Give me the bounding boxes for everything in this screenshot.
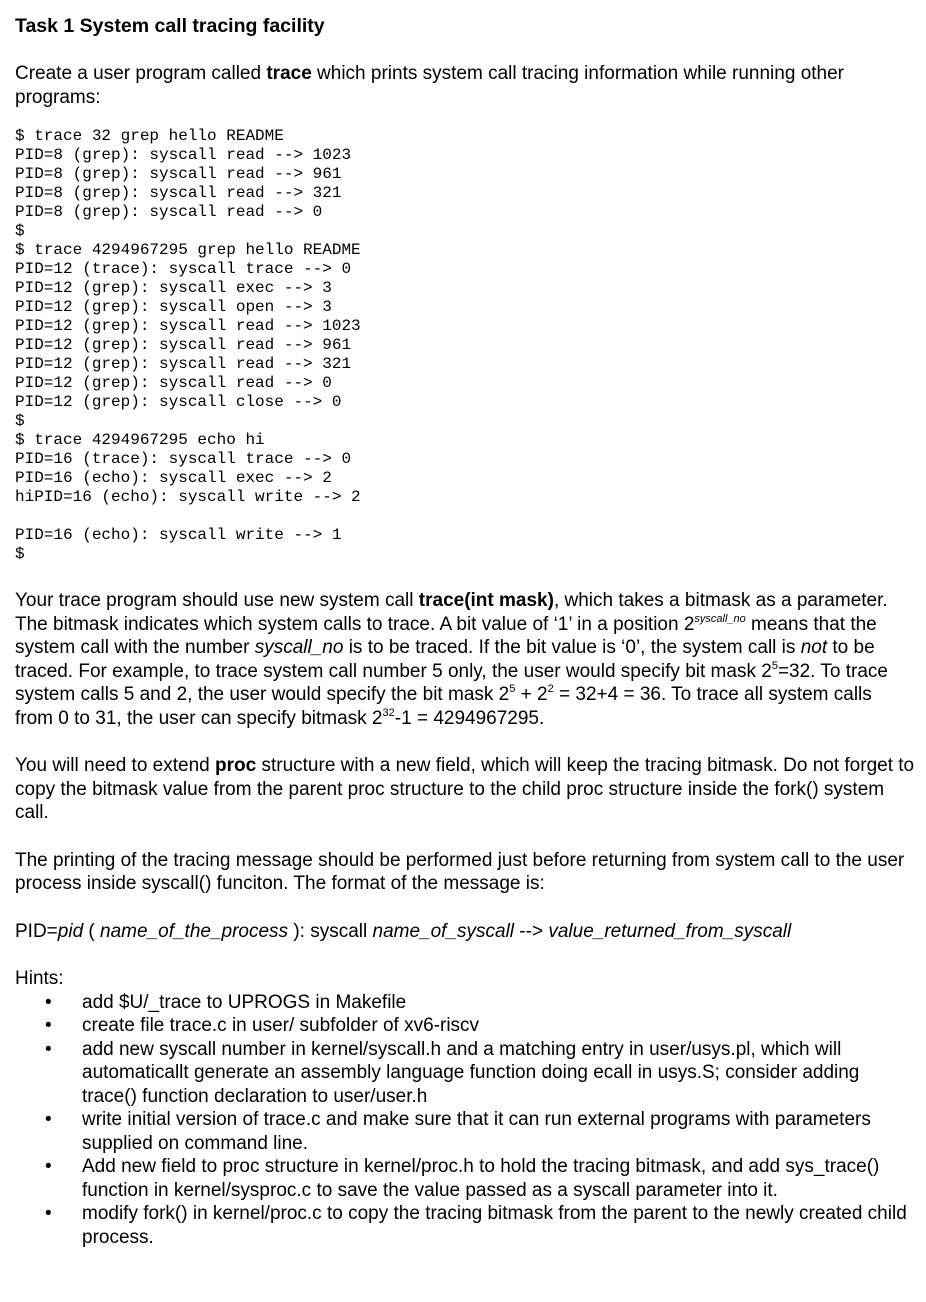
- p1-superscript: 2: [547, 683, 554, 695]
- terminal-line: $ trace 4294967295 grep hello README: [15, 241, 361, 259]
- bullet-icon: •: [45, 1015, 52, 1036]
- p1-superscript: 32: [382, 706, 395, 719]
- fmt-italic: name_of_syscall: [372, 920, 515, 942]
- p1-superscript: 5: [771, 659, 778, 672]
- intro-paragraph: [15, 62, 915, 109]
- message-format: [15, 920, 915, 944]
- printing-paragraph: The printing of the tracing message should be performed just before returning from system call to the user process inside syscall() funciton. The format of the message is:: [15, 849, 905, 894]
- terminal-line: $: [15, 412, 25, 430]
- bullet-icon: •: [45, 1109, 52, 1130]
- terminal-line: $ trace 32 grep hello README: [15, 127, 284, 145]
- task-title: Task 1 System call tracing facility: [15, 15, 325, 37]
- bullet-icon: •: [45, 991, 52, 1013]
- fmt-italic: value_returned_from_syscall: [548, 920, 792, 942]
- terminal-line: PID=16 (echo): syscall write --> 1: [15, 526, 342, 544]
- terminal-line: PID=12 (grep): syscall open --> 3: [15, 298, 332, 316]
- p2-text: structure with a new field, which will keep the tracing bitmask. Do not forget to copy the bitmask value from the parent proc structure to the child proc structure inside the fork() system call.: [15, 755, 915, 823]
- fmt-text: PID=: [15, 920, 58, 942]
- hint-text: create file trace.c in user/ subfolder of xv6-riscv: [82, 1015, 480, 1036]
- terminal-line: PID=12 (grep): syscall read --> 961: [15, 336, 352, 354]
- p1-text: =32. To trace system calls 5 and 2, the user would specify the bit mask 2: [15, 660, 888, 705]
- hint-item: [15, 991, 915, 1015]
- p1-text: -1 = 4294967295.: [394, 707, 545, 729]
- hint-item: [15, 1014, 915, 1038]
- syscall-description-paragraph: [15, 589, 915, 730]
- fmt-text: -->: [514, 920, 549, 942]
- terminal-line: $ trace 4294967295 echo hi: [15, 431, 265, 449]
- hint-text: Add new field to proc structure in kernel/proc.h to hold the tracing bitmask, and add sys_trace() function in kernel/sysproc.c to save the value passed as a syscall parameter into it.: [82, 1156, 880, 1201]
- p1-text: to be traced. For example, to trace system call number 5 only, the user would specify bit mask 2: [15, 637, 875, 682]
- bullet-icon: •: [45, 1156, 52, 1177]
- intro-text: Create a user program called: [15, 63, 267, 84]
- p2-bold: proc: [215, 755, 257, 776]
- p1-text: , which takes a bitmask as a parameter. The bitmask indicates which system calls to trace. A bit value of ‘1’ in a position 2: [15, 590, 888, 635]
- hint-item: [15, 1202, 915, 1249]
- terminal-line: PID=12 (grep): syscall exec --> 3: [15, 279, 332, 297]
- p2-text: You will need to extend: [15, 755, 216, 776]
- fmt-text: (: [83, 920, 101, 942]
- hints-title: Hints:: [15, 968, 64, 989]
- terminal-line: $: [15, 545, 25, 563]
- hints-list: [15, 991, 915, 1250]
- hint-item: [15, 1038, 915, 1109]
- hint-text: write initial version of trace.c and make sure that it can run external programs with parameters supplied on command line.: [82, 1109, 871, 1154]
- hint-text: modify fork() in kernel/proc.c to copy the tracing bitmask from the parent to the newly created child process.: [82, 1203, 907, 1248]
- terminal-line: PID=8 (grep): syscall read --> 961: [15, 165, 342, 183]
- fmt-italic: pid: [57, 920, 84, 942]
- hint-item: [15, 1108, 915, 1155]
- hint-item: [15, 1155, 915, 1202]
- terminal-line: PID=8 (grep): syscall read --> 321: [15, 184, 342, 202]
- terminal-line: PID=12 (trace): syscall trace --> 0: [15, 260, 352, 278]
- p1-italic: not: [800, 637, 828, 658]
- p1-text: is to be traced. If the bit value is ‘0’, the system call is: [343, 637, 801, 658]
- terminal-line: PID=8 (grep): syscall read --> 1023: [15, 146, 352, 164]
- fmt-italic: name_of_the_process: [100, 920, 289, 942]
- p1-text: + 2: [515, 684, 548, 705]
- p1-superscript: syscall_no: [694, 612, 746, 625]
- p1-italic: syscall_no: [254, 637, 344, 658]
- p1-superscript: 5: [509, 683, 516, 695]
- terminal-line: hiPID=16 (echo): syscall write --> 2: [15, 488, 361, 506]
- terminal-output: [15, 127, 915, 564]
- terminal-line: PID=16 (trace): syscall trace --> 0: [15, 450, 352, 468]
- p1-text: Your trace program should use new system call: [15, 590, 419, 611]
- proc-structure-paragraph: [15, 754, 915, 825]
- intro-program-name: trace: [266, 63, 312, 84]
- fmt-text: ): syscall: [288, 920, 373, 942]
- bullet-icon: •: [45, 1038, 52, 1060]
- hint-text: add $U/_trace to UPROGS in Makefile: [82, 991, 407, 1013]
- p1-text: = 32+4 = 36. To trace all system calls from 0 to 31, the user can specify bitmask 2: [15, 684, 872, 729]
- terminal-line: PID=12 (grep): syscall read --> 0: [15, 374, 332, 392]
- bullet-icon: •: [45, 1203, 52, 1224]
- terminal-line: $: [15, 222, 25, 240]
- terminal-line: PID=12 (grep): syscall close --> 0: [15, 393, 342, 411]
- terminal-line: PID=12 (grep): syscall read --> 1023: [15, 317, 361, 335]
- terminal-line: PID=8 (grep): syscall read --> 0: [15, 203, 323, 221]
- document-page: [15, 14, 915, 1249]
- terminal-line: PID=16 (echo): syscall exec --> 2: [15, 469, 332, 487]
- hint-text: add new syscall number in kernel/syscall.h and a matching entry in user/usys.pl, which will automaticallt generate an assembly language function doing ecall in usys.S; consider adding trace() function declaration to user/user.h: [82, 1038, 860, 1107]
- p1-text: means that the system call with the number: [15, 613, 877, 658]
- terminal-line: PID=12 (grep): syscall read --> 321: [15, 355, 352, 373]
- p1-syscall-signature: trace(int mask): [418, 590, 554, 611]
- intro-text-end: which prints system call tracing information while running other programs:: [15, 63, 844, 108]
